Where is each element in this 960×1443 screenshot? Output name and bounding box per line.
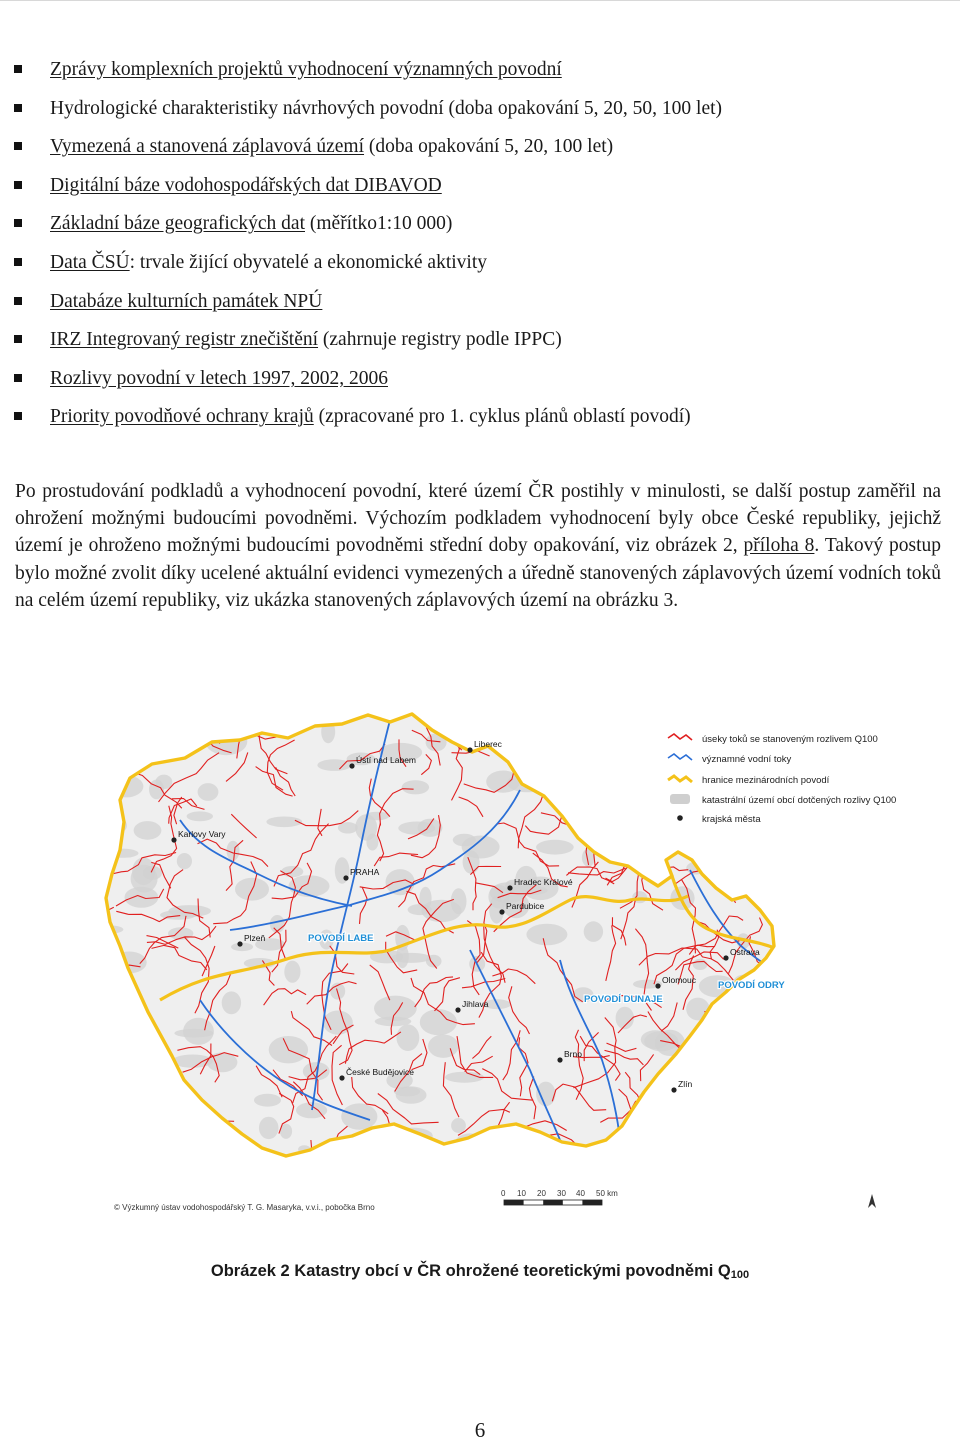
- list-item: [14, 55, 944, 94]
- source-link[interactable]: Rozlivy povodní v letech 1997, 2002, 2006: [50, 367, 388, 389]
- source-note: (měřítko1:10 000): [305, 213, 453, 235]
- page-top-border: [0, 0, 960, 5]
- source-link[interactable]: Základní báze geografických dat: [50, 213, 305, 235]
- city-label: Plzeň: [244, 933, 266, 943]
- city-label: Ostrava: [730, 947, 760, 957]
- city-label: České Budějovice: [346, 1067, 415, 1077]
- appendix-8-link[interactable]: příloha 8: [743, 535, 815, 557]
- square-bullet-icon: [14, 297, 22, 305]
- city-dot-icon: [455, 1007, 460, 1012]
- square-bullet-icon: [14, 335, 22, 343]
- source-note: : trvale žijící obyvatelé a ekonomické aktivity: [129, 251, 487, 273]
- square-bullet-icon: [14, 142, 22, 150]
- legend-item-major-rivers: [668, 754, 791, 765]
- city-dot-icon: [655, 983, 660, 988]
- city-label: PRAHA: [350, 867, 380, 877]
- city-label: Karlovy Vary: [178, 829, 226, 839]
- svg-text:významné vodní toky: významné vodní toky: [702, 754, 792, 765]
- legend-item-cities: [677, 814, 761, 825]
- city-dot-icon: [349, 763, 354, 768]
- city-dot-icon: [499, 909, 504, 914]
- czech-flood-map: [90, 700, 910, 1220]
- list-item: [14, 248, 944, 287]
- flood-map-figure: [90, 700, 910, 1220]
- svg-text:hranice mezinárodních povodí: hranice mezinárodních povodí: [702, 775, 830, 786]
- basin-label-labe: POVODÍ LABE: [308, 933, 374, 944]
- square-bullet-icon: [14, 258, 22, 266]
- source-note: (zahrnuje registry podle IPPC): [318, 329, 562, 351]
- source-link[interactable]: Priority povodňové ochrany krajů: [50, 406, 314, 428]
- city-dot-icon: [557, 1057, 562, 1062]
- svg-text:úseky toků se stanoveným rozli: úseky toků se stanoveným rozlivem Q100: [702, 734, 878, 745]
- city-label: Ústí nad Labem: [356, 755, 417, 765]
- svg-text:50 km: 50 km: [596, 1189, 618, 1198]
- square-bullet-icon: [14, 65, 22, 73]
- map-legend: [668, 734, 896, 825]
- north-arrow-icon: [868, 1194, 876, 1208]
- svg-text:20: 20: [537, 1189, 546, 1198]
- city-dot-icon: [671, 1087, 676, 1092]
- city-dot-icon: [171, 837, 176, 842]
- city-label: Zlín: [678, 1079, 693, 1089]
- city-dot-icon: [507, 885, 512, 890]
- legend-item-cadastre: [670, 794, 896, 806]
- basin-label-odra: POVODÍ ODRY: [718, 980, 785, 991]
- map-copyright: © Výzkumný ústav vodohospodářský T. G. Masaryka, v.v.i., pobočka Brno: [114, 1203, 375, 1212]
- basin-label-dunaj: POVODÍ DUNAJE: [584, 994, 663, 1005]
- city-label: Olomouc: [662, 975, 697, 985]
- list-item: [14, 402, 944, 441]
- source-link[interactable]: Digitální báze vodohospodářských dat DIBAVOD: [50, 174, 442, 196]
- list-item: [14, 287, 944, 326]
- city-dot-icon: [467, 747, 472, 752]
- source-list: [14, 55, 944, 441]
- list-item: [14, 94, 944, 133]
- square-bullet-icon: [14, 181, 22, 189]
- body-paragraph: [15, 478, 941, 614]
- country-map: [90, 700, 822, 1188]
- source-note: (zpracované pro 1. cyklus plánů oblastí povodí): [313, 406, 691, 428]
- legend-item-basin-border: [668, 775, 830, 786]
- source-link[interactable]: Vymezená a stanovená záplavová území: [50, 136, 365, 158]
- city-label: Liberec: [474, 739, 502, 749]
- square-bullet-icon: [14, 374, 22, 382]
- square-bullet-icon: [14, 219, 22, 227]
- city-dot-icon: [723, 955, 728, 960]
- legend-item-q100: [668, 734, 878, 745]
- scale-bar: [501, 1189, 618, 1205]
- source-link[interactable]: Data ČSÚ: [50, 251, 130, 273]
- city-label: Pardubice: [506, 901, 545, 911]
- figure-caption: Obrázek 2 Katastry obcí v ČR ohrožené teoretickými povodněmi $Q_{100}$: [210, 1262, 750, 1281]
- svg-text:0: 0: [501, 1189, 506, 1198]
- source-note: Hydrologické charakteristiky návrhových povodní (doba opakování 5, 20, 50, 100 let): [50, 97, 723, 119]
- city-label: Brno: [564, 1049, 582, 1059]
- svg-text:30: 30: [557, 1189, 566, 1198]
- square-bullet-icon: [14, 104, 22, 112]
- city-label: Jihlava: [462, 999, 489, 1009]
- city-dot-icon: [343, 875, 348, 880]
- page-number: 6: [474, 1418, 486, 1442]
- svg-text:10: 10: [517, 1189, 526, 1198]
- square-bullet-icon: [14, 412, 22, 420]
- source-note: (doba opakování 5, 20, 100 let): [364, 136, 614, 158]
- city-marker: [671, 1079, 692, 1093]
- city-dot-icon: [339, 1075, 344, 1080]
- paragraph-text-start: Po prostudování podkladů a vyhodnocení povodní, které území ČR postihly v minulosti, se další postup zaměřil na ohrožení možnými budoucími povodněmi. Výchozím podkladem vyhodnocení byly obce České republiky, jejichž území je ohroženo možnými budoucími povodněmi střední doby opakování, viz obrázek 2,: [15, 481, 941, 557]
- paragraph-text-end: . Takový postup bylo možné zvolit díky ucelené aktuální evidenci vymezených a úředně stanovených záplavových území vodních toků na celém území republiky, viz ukázka stanovených záplavových území na obrázku 3.: [15, 535, 942, 611]
- source-link[interactable]: Databáze kulturních památek NPÚ: [50, 290, 323, 312]
- list-item: [14, 132, 944, 171]
- list-item: [14, 364, 944, 403]
- city-dot-icon: [237, 941, 242, 946]
- list-item: [14, 171, 944, 210]
- source-link[interactable]: IRZ Integrovaný registr znečištění: [50, 329, 319, 351]
- source-link[interactable]: Zprávy komplexních projektů vyhodnocení významných povodní: [50, 59, 562, 80]
- list-item: [14, 325, 944, 364]
- list-item: [14, 209, 944, 248]
- svg-text:40: 40: [576, 1189, 585, 1198]
- svg-text:katastrální území obcí dotčený: katastrální území obcí dotčených rozlivy Q100: [702, 795, 897, 806]
- city-label: Hradec Králové: [514, 877, 573, 887]
- svg-text:krajská města: krajská města: [702, 814, 761, 825]
